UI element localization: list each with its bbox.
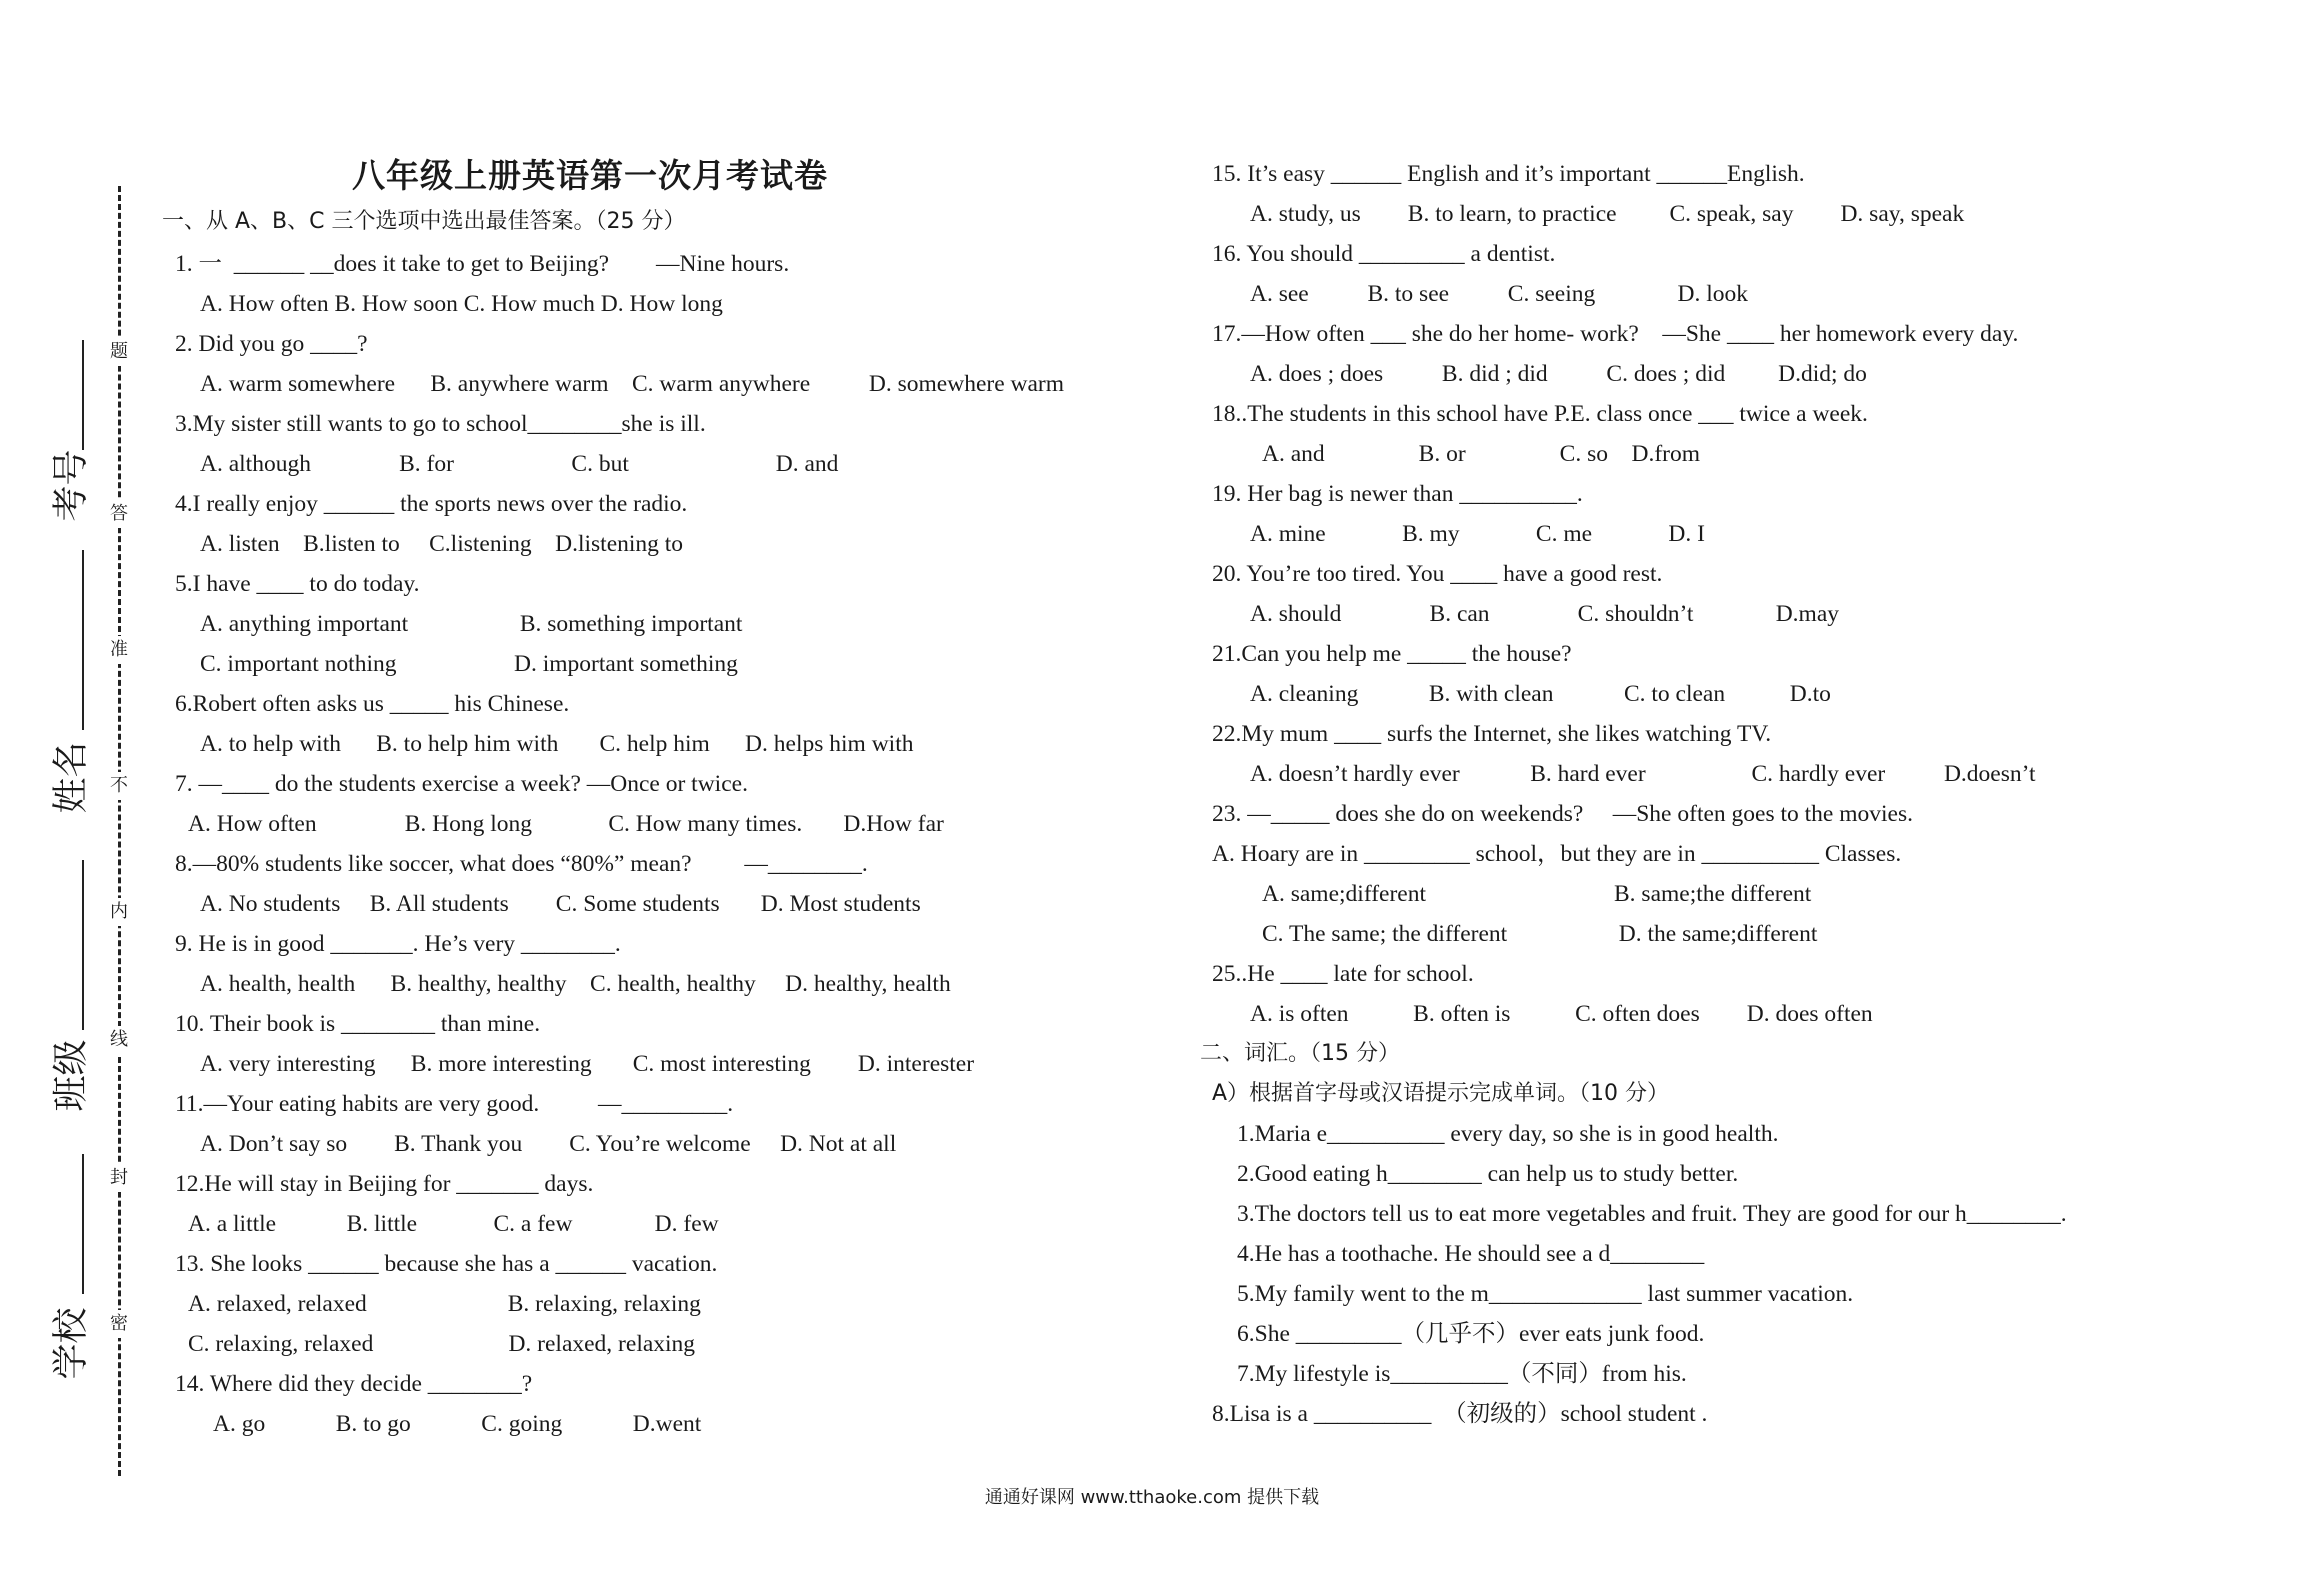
question: 25..He ____ late for school. [1212,961,1474,987]
options: C. The same; the different D. the same;different [1262,921,1818,947]
name-line[interactable] [82,550,84,730]
options: A. warm somewhere B. anywhere warm C. warm anywhere D. somewhere warm [200,371,1065,397]
seal-char: 准 [108,636,130,664]
question: 14. Where did they decide ________? [175,1371,533,1397]
options: A. relaxed, relaxed B. relaxing, relaxing [188,1291,701,1317]
options: A. health, health B. healthy, healthy C. health, healthy D. healthy, health [200,971,951,997]
name-label: 姓名 [50,741,92,814]
vocab-item: 1.Maria e__________ every day, so she is in good health. [1237,1121,1779,1147]
options: A. mine B. my C. me D. I [1250,521,1705,547]
subsection-heading: A）根据首字母或汉语提示完成单词。（10 分） [1212,1081,1670,1106]
options: C. relaxing, relaxed D. relaxed, relaxing [188,1331,696,1357]
vocab-item: 6.She _________（几乎不）ever eats junk food. [1237,1321,1705,1347]
seal-char: 内 [108,898,130,926]
question: 20. You’re too tired. You ____ have a good rest. [1212,561,1663,587]
options: A. No students B. All students C. Some students D. Most students [200,891,921,917]
options: A. anything important B. something important [200,611,743,637]
question: 13. She looks ______ because she has a ______ vacation. [175,1251,718,1277]
seal-char: 不 [108,772,130,800]
question: 7. —____ do the students exercise a week? —Once or twice. [175,771,748,797]
school-label: 学校 [50,1307,92,1380]
vocab-item: 8.Lisa is a __________ （初级的）school student . [1212,1401,1708,1427]
options: A. a little B. little C. a few D. few [188,1211,719,1237]
vocab-item: 7.My lifestyle is__________（不同）from his. [1237,1361,1687,1387]
class-line[interactable] [82,860,84,1030]
seal-char: 题 [108,338,130,366]
question: 10. Their book is ________ than mine. [175,1011,541,1037]
question: 8.—80% students like soccer, what does “80%” mean? —________. [175,851,868,877]
exam-number-label: 考号 [50,449,92,522]
question: 23. —_____ does she do on weekends? —She often goes to the movies. [1212,801,1913,827]
options: A. cleaning B. with clean C. to clean D.to [1250,681,1831,707]
question: 18..The students in this school have P.E. class once ___ twice a week. [1212,401,1868,427]
seal-char: 封 [108,1164,130,1192]
question: 16. You should _________ a dentist. [1212,241,1556,267]
options: A. How often B. Hong long C. How many times. D.How far [188,811,944,837]
options: A. How often B. How soon C. How much D. How long [200,291,723,317]
footer-credit: 通通好课网 www.tthaoke.com 提供下载 [984,1487,1320,1508]
question: 2. Did you go ____? [175,331,368,357]
question: A. Hoary are in _________ school，but they are in __________ Classes. [1212,841,1902,867]
question: 3.My sister still wants to go to school________she is ill. [175,411,706,437]
options: A. see B. to see C. seeing D. look [1250,281,1749,307]
options: A. is often B. often is C. often does D. does often [1250,1001,1873,1027]
options: A. although B. for C. but D. and [200,451,839,477]
question: 21.Can you help me _____ the house? [1212,641,1572,667]
options: A. should B. can C. shouldn’t D.may [1250,601,1840,627]
options: A. go B. to go C. going D.went [213,1411,702,1437]
question: 19. Her bag is newer than __________. [1212,481,1583,507]
options: A. study, us B. to learn, to practice C. speak, say D. say, speak [1250,201,1965,227]
exam-number-line[interactable] [82,340,84,450]
options: A. doesn’t hardly ever B. hard ever C. hardly ever D.doesn’t [1250,761,2036,787]
binding-dashed-line [118,186,121,1476]
vocab-item: 4.He has a toothache. He should see a d________ [1237,1241,1705,1267]
options: A. listen B.listen to C.listening D.listening to [200,531,684,557]
vocab-item: 3.The doctors tell us to eat more vegetables and fruit. They are good for our h________. [1237,1201,2067,1227]
question: 4.I really enjoy ______ the sports news over the radio. [175,491,688,517]
seal-char: 线 [108,1026,130,1054]
question: 22.My mum ____ surfs the Internet, she likes watching TV. [1212,721,1772,747]
seal-char: 答 [108,500,130,528]
options: A. Don’t say so B. Thank you C. You’re welcome D. Not at all [200,1131,897,1157]
seal-char: 密 [108,1310,130,1338]
options: A. very interesting B. more interesting C. most interesting D. interester [200,1051,975,1077]
options: A. to help with B. to help him with C. help him D. helps him with [200,731,914,757]
options: A. same;different B. same;the different [1262,881,1812,907]
options: A. does ; does B. did ; did C. does ; did D.did; do [1250,361,1867,387]
question: 9. He is in good _______. He’s very ________. [175,931,621,957]
vocab-item: 5.My family went to the m_____________ last summer vacation. [1237,1281,1854,1307]
exam-title: 八年级上册英语第一次月考试卷 [352,156,828,195]
question: 15. It’s easy ______ English and it’s important ______English. [1212,161,1805,187]
question: 11.—Your eating habits are very good. —_________. [175,1091,734,1117]
question: 6.Robert often asks us _____ his Chinese. [175,691,570,717]
class-label: 班级 [50,1039,92,1112]
question: 5.I have ____ to do today. [175,571,420,597]
section-heading: 二、词汇。（15 分） [1200,1041,1400,1066]
question: 12.He will stay in Beijing for _______ days. [175,1171,594,1197]
school-line[interactable] [82,1154,84,1294]
options: A. and B. or C. so D.from [1262,441,1700,467]
vocab-item: 2.Good eating h________ can help us to study better. [1237,1161,1739,1187]
question: 1. 一 ______ __does it take to get to Beijing? —Nine hours. [175,251,790,277]
question: 17.—How often ___ she do her home- work? —She ____ her homework every day. [1212,321,2019,347]
section-heading: 一、从 A、B、C 三个选项中选出最佳答案。（25 分） [162,209,686,234]
options: C. important nothing D. important something [200,651,738,677]
